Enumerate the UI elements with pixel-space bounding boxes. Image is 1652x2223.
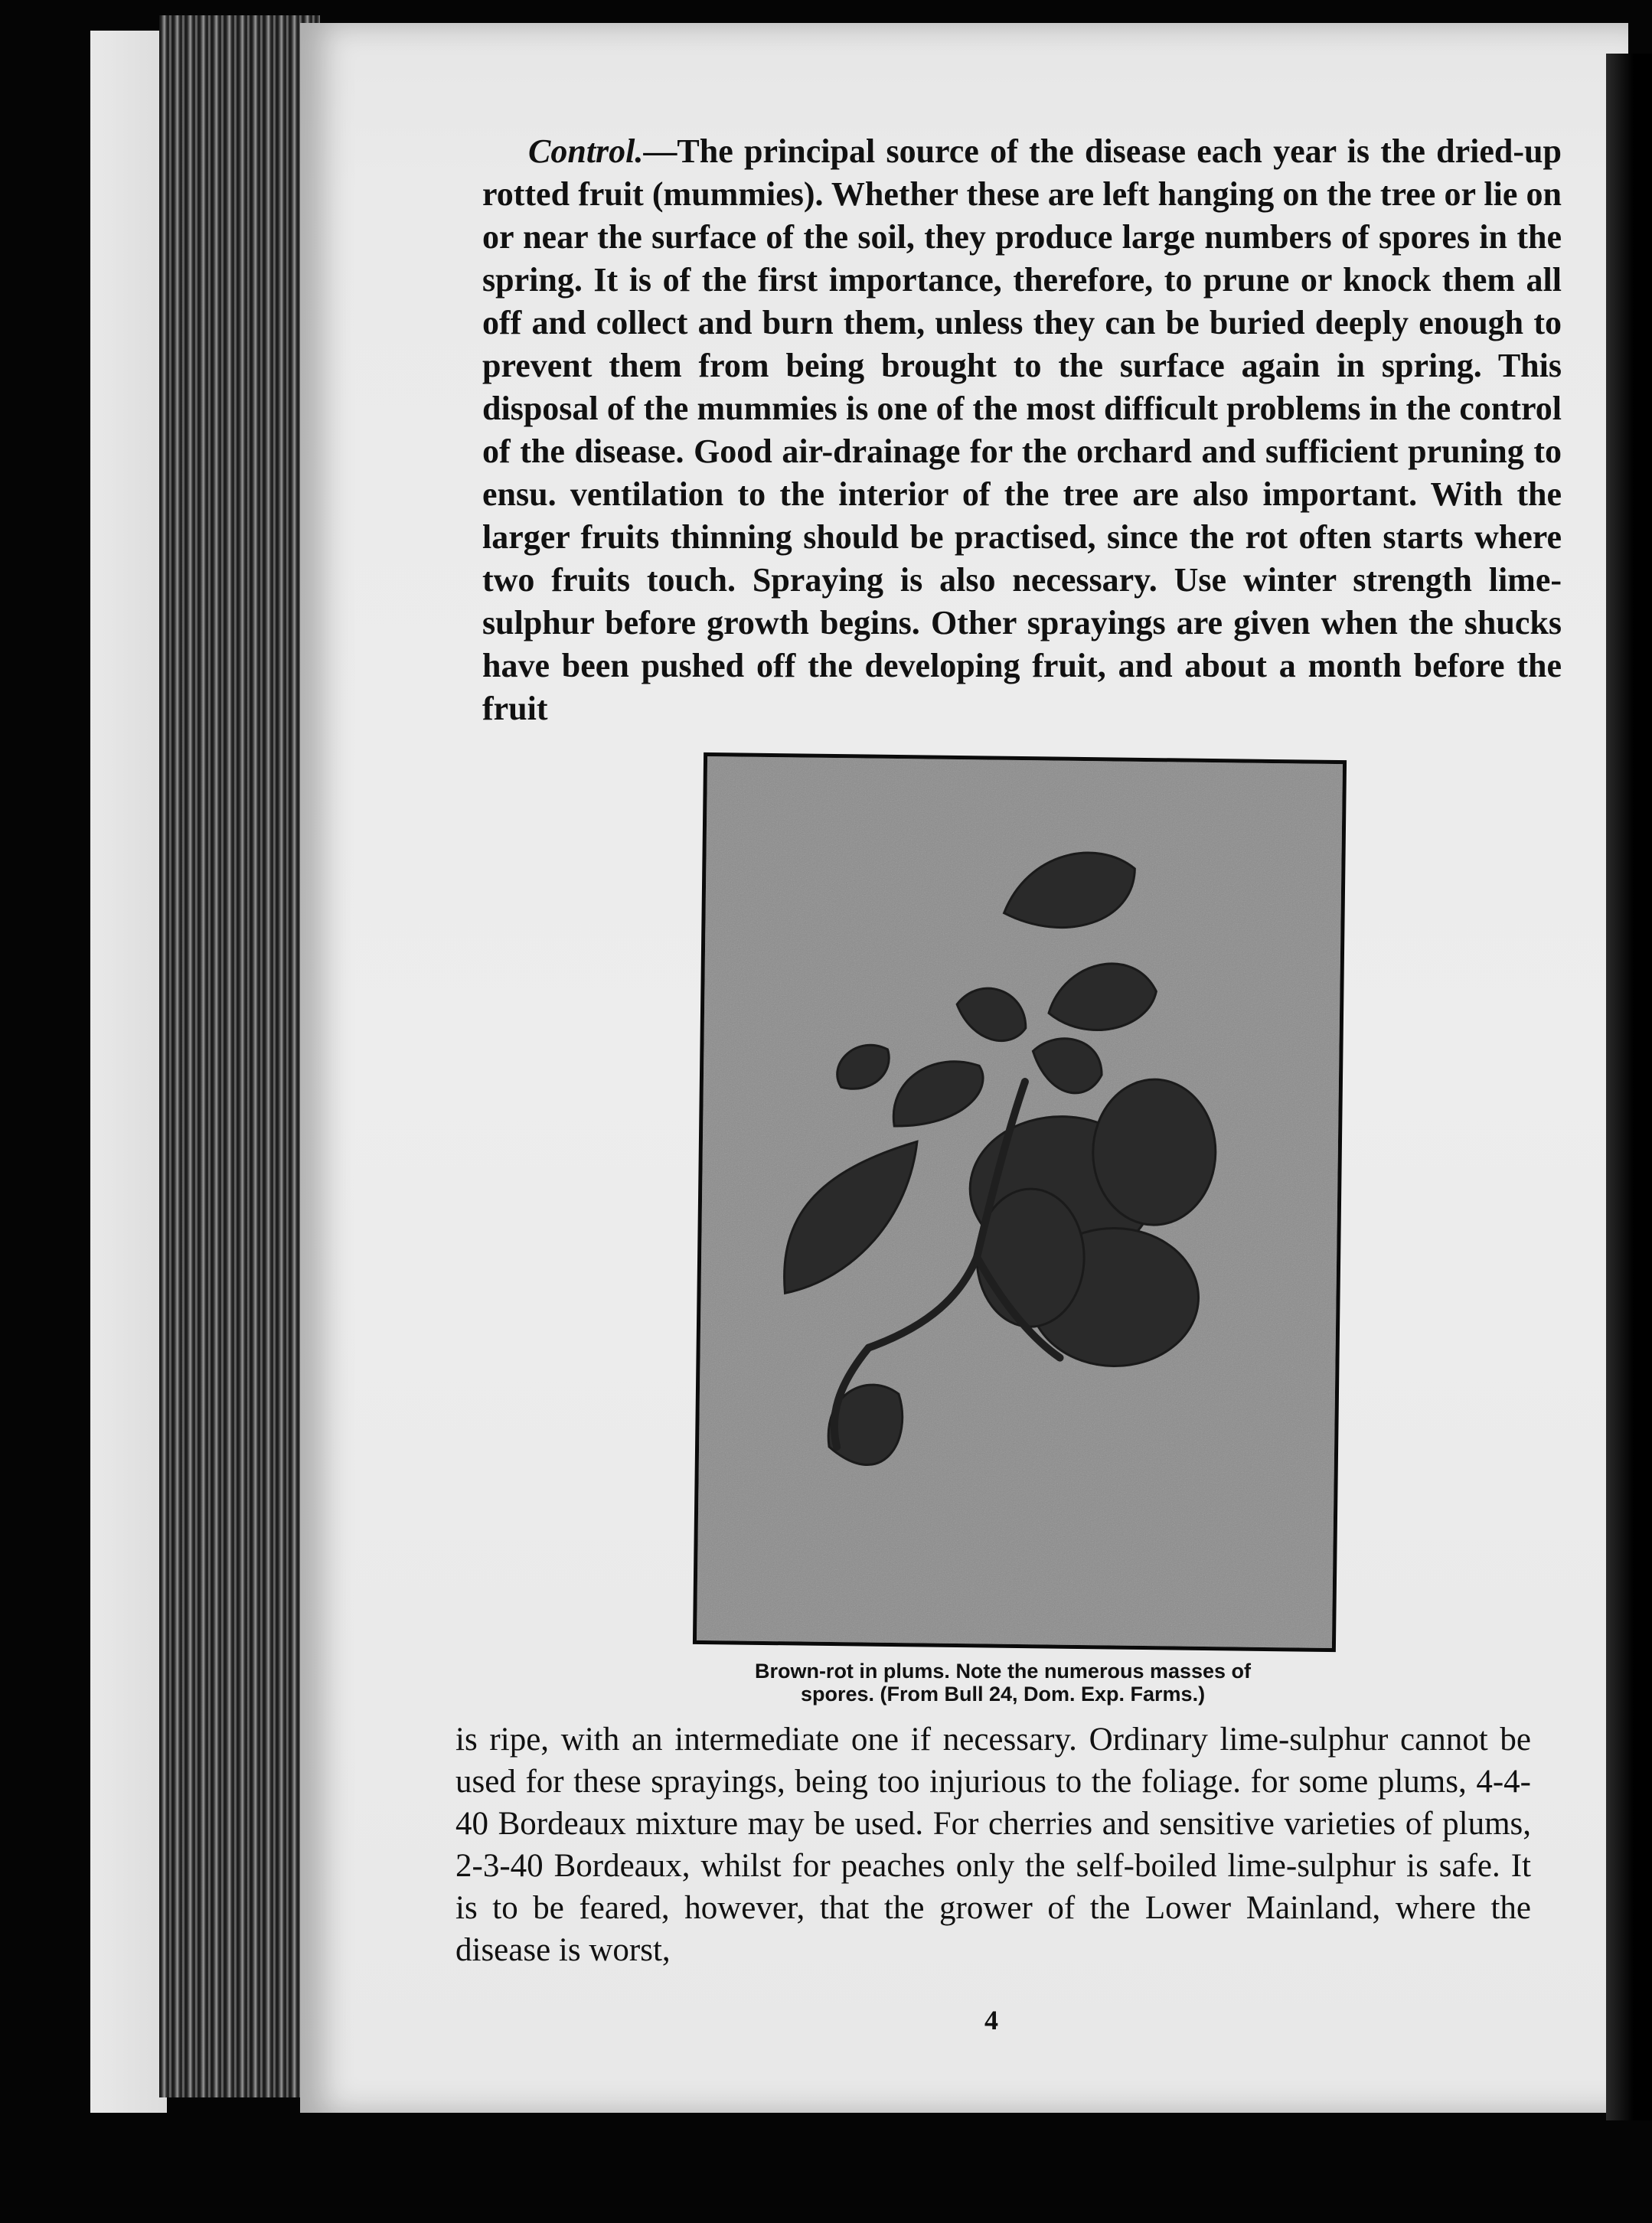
paragraph-control xyxy=(482,130,1562,730)
section-heading-control: Control. xyxy=(528,132,644,170)
paragraph-continued xyxy=(455,1719,1531,1971)
figure-caption xyxy=(674,1660,1332,1706)
figure-caption-line-1: Brown-rot in plums. Note the numerous masses of xyxy=(754,1660,1252,1683)
right-binding-shadow xyxy=(1606,54,1652,2120)
book-page-edges xyxy=(159,15,320,2097)
plum-branch-illustration xyxy=(697,756,1343,1648)
left-margin-strip xyxy=(90,31,167,2113)
paragraph-continued-body: is ripe, with an intermediate one if necessary. Ordinary lime-sulphur cannot be used for these sprayings, being too injurious to the foliage. for some plums, 4-4-40 Bordeaux mixture may be used. For cherries and sensitive varieties of plums, 2-3-40 Bordeaux, whilst for peaches only the self-boiled lime-sulphur is safe. It is to be feared, however, that the grower of the Lower Mainland, where the disease is worst, xyxy=(455,1722,1531,1968)
paragraph-control-body: —The principal source of the disease each year is the dried-up rotted fruit (mummies). Whether these are left hanging on the tree or lie on or near the surface of the soil, they produce large numbers of spores in the spring. It is of the first importance, therefore, to prune or knock them all off and collect and burn them, unless they can be buried deeply enough to prevent them from being brought to the surface again in spring. This disposal of the mummies is one of the most difficult problems in the control of the disease. Good air-drainage for the orchard and sufficient pruning to ensu. ventilation to the interior of the tree are also important. With the larger fruits thinning should be practised, since the rot often starts where two fruits touch. Spraying is also necessary. Use winter strength lime-sulphur before growth begins. Other sprayings are given when the shucks have been pushed off the developing fruit, and about a month before the fruit xyxy=(482,132,1562,727)
figure-caption-line-2: spores. (From Bull 24, Dom. Exp. Farms.) xyxy=(800,1683,1206,1706)
plum-brown-rot-photo xyxy=(693,752,1347,1652)
page-number: 4 xyxy=(984,2005,998,2035)
